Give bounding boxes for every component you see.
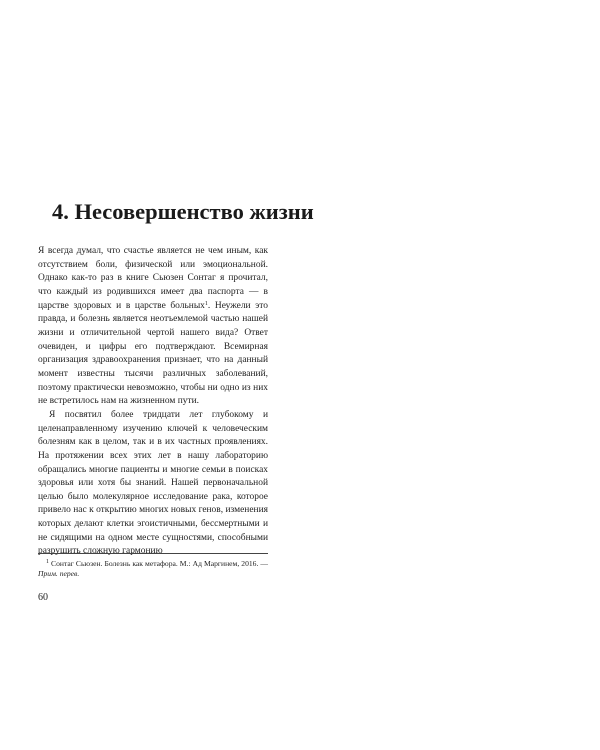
left-body-text bbox=[38, 245, 268, 559]
page-number: 60 bbox=[38, 592, 48, 603]
right-page bbox=[300, 0, 600, 750]
footnote-divider bbox=[38, 553, 268, 554]
chapter-title: 4. Несовершенство жизни bbox=[52, 199, 314, 224]
footnote: $^1$ Сонтаг Сьюзен. Болезнь как метафора. М.: Ад Маргинем, 2016. — Прим. перев. bbox=[38, 559, 268, 579]
footnote-ref: 1 bbox=[204, 300, 208, 307]
paragraph: Я посвятил более тридцати лет глубокому и целенаправленному изучению ключей к человеческим болезням как в целом, так и в их частных проявлениях. На протяжении всех этих лет в нашу лабораторию обращались многие пациенты и многие семьи в поисках здоровья или хотя бы знаний. Нашей первоначальной целью было молекулярное исследование рака, которое привело нас к открытию многих новых генов, изменения которых делают клетки эгоистичными, бессмертными и не сидящими на одном месте сущностями, способными разрушить сложную гармонию bbox=[38, 409, 268, 557]
paragraph: Я всегда думал, что счастье является не чем иным, как отсутствием боли, физической или эмоциональной. Однако как-то раз в книге Сьюзен Сонтаг я прочитал, что каждый из родившихся имеет два паспорта — в царстве здоровых и в царстве больных$^1$. Неужели это правда, и болезнь является неотъемлемой частью нашей жизни и отличительной чертой нашего вида? Ответ очевиден, и цифры его подтверждают. Всемирная организация здравоохранения признает, что на данный момент известны тысячи различных заболеваний, поэтому практически невозможно, чтобы ни одно из них не встретилось нам на жизненном пути. bbox=[38, 246, 268, 407]
